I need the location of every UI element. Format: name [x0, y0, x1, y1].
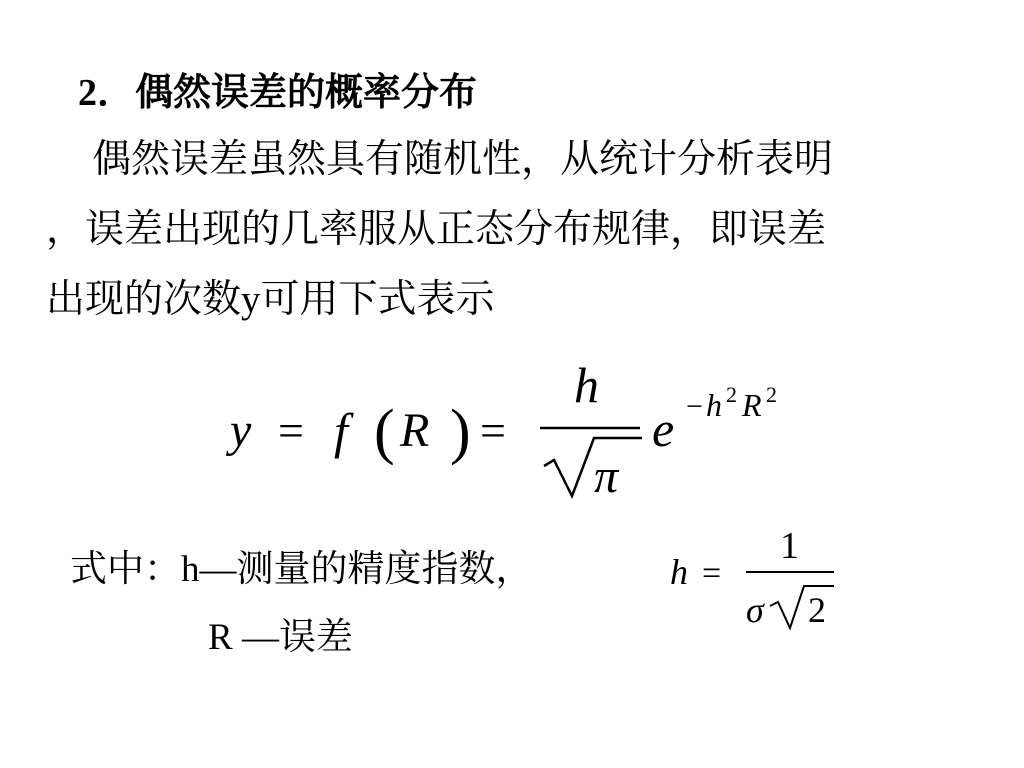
paragraph-line-2: ，误差出现的几率服从正态分布规律，即误差: [46, 207, 827, 252]
h-formula-radicand: 2: [808, 590, 826, 630]
formula-left-paren: (: [374, 398, 395, 466]
formula-denominator-pi: π: [594, 450, 619, 503]
formula-y: y: [230, 404, 252, 457]
normal-distribution-formula: [222, 356, 822, 516]
section-title: 偶然误差的概率分布: [135, 69, 478, 114]
h-formula-numerator: 1: [780, 525, 799, 567]
definition-R: [208, 614, 353, 661]
formula-sqrt-sign: [544, 438, 642, 496]
section-number: 2．: [78, 72, 136, 114]
formula-e: e: [652, 401, 675, 457]
formula-equals-2: =: [480, 405, 506, 456]
paragraph-line-3-prefix: 出现的次数: [46, 277, 242, 322]
precision-index-formula: [662, 520, 852, 640]
formula-exp-minus: −: [686, 390, 703, 423]
definition-R-text: 误差: [278, 615, 353, 658]
formula-exp-R: R: [742, 387, 762, 423]
section-heading: [78, 66, 477, 119]
formula-exp-h: h: [706, 387, 722, 423]
definition-h-symbol: h: [181, 549, 200, 590]
paragraph-line-1: 偶然误差虽然具有随机性，从统计分析表明: [92, 137, 834, 182]
definition-h-text: 测量的精度指数，: [236, 547, 533, 590]
h-formula-svg: [662, 520, 852, 640]
variable-y: y: [241, 278, 261, 321]
h-formula-lhs: h: [670, 552, 688, 592]
h-formula-sigma: σ: [746, 590, 764, 630]
definition-R-dash: —: [241, 617, 279, 658]
formula-f: f: [334, 403, 348, 459]
definition-h: [70, 546, 533, 593]
formula-right-paren: ): [450, 398, 471, 466]
definition-prefix: 式中：: [70, 547, 181, 590]
formula-numerator-h: h: [574, 357, 599, 413]
definition-R-symbol: R: [208, 617, 242, 658]
formula-svg: [222, 356, 822, 516]
paragraph-line-3: [46, 276, 976, 324]
formula-exp-h-power: 2: [726, 382, 737, 407]
h-formula-equals: =: [702, 555, 722, 592]
formula-exp-R-power: 2: [766, 382, 777, 407]
formula-R: R: [400, 404, 430, 457]
paragraph-line-3-suffix: 可用下式表示: [260, 277, 495, 322]
formula-equals-1: =: [278, 405, 304, 456]
definition-h-dash: —: [199, 549, 237, 590]
